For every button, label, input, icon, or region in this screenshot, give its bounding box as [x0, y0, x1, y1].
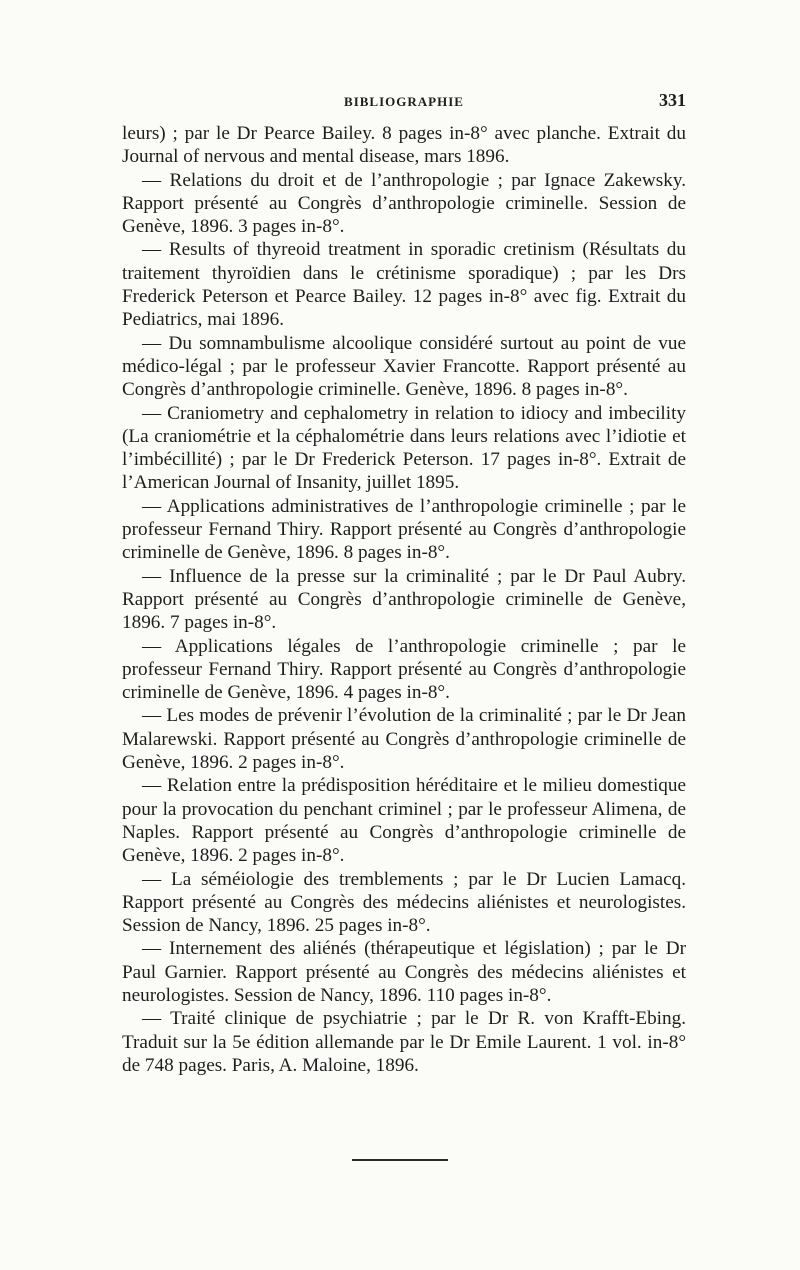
running-title: BIBLIOGRAPHIE	[344, 94, 464, 109]
bibliography-entry: — Traité clinique de psychiatrie ; par le Dr R. von Krafft-Ebing. Traduit sur la 5e édition allemande par le Dr Emile Laurent. 1 vol. in-8° de 748 pages. Paris, A. Maloine, 1896.	[122, 1008, 686, 1076]
bibliography-entry: — Applications légales de l’anthropologie criminelle ; par le professeur Fernand Thiry. Rapport présenté au Congrès d’anthropologie criminelle de Genève, 1896. 4 pages in-8°.	[122, 635, 686, 704]
bibliography-entry: — La séméiologie des tremblements ; par le Dr Lucien Lamacq. Rapport présenté au Congrès des médecins aliénistes et neurologistes. Session de Nancy, 1896. 25 pages in-8°.	[122, 868, 686, 937]
end-rule	[352, 1159, 448, 1161]
bibliography-entry: — Applications administratives de l’anthropologie criminelle ; par le professeur Fernand Thiry. Rapport présenté au Congrès d’anthropologie criminelle de Genève, 1896. 8 pages in-8°.	[122, 495, 686, 564]
bibliography-entry: — Relation entre la prédisposition héréditaire et le milieu domestique pour la provocation du penchant criminel ; par le professeur Alimena, de Naples. Rapport présenté au Congrès d’anthropologie criminelle de Genève, 1896. 2 pages in-8°.	[122, 775, 686, 867]
bibliography-list	[122, 122, 686, 1077]
bibliography-entry: — Internement des aliénés (thérapeutique et législation) ; par le Dr Paul Garnier. Rapport présenté au Congrès des médecins aliénistes et neurologistes. Session de Nancy, 1896. 110 pages in-8°.	[122, 938, 686, 1006]
bibliography-entry: — Relations du droit et de l’anthropologie ; par Ignace Zakewsky. Rapport présenté au Congrès d’anthropologie criminelle. Session de Genève, 1896. 3 pages in-8°.	[122, 169, 686, 238]
bibliography-entry: — Craniometry and cephalometry in relation to idiocy and imbecility (La craniométrie et la céphalométrie dans leurs relations avec l’idiotie et l’imbécillité) ; par le Dr Frederick Peterson. 17 pages in-8°. Extrait de l’American Journal of Insanity, juillet 1895.	[122, 402, 686, 494]
book-page	[122, 84, 686, 1077]
bibliography-entry: — Du somnambulisme alcoolique considéré surtout au point de vue médico-légal ; par le professeur Xavier Francotte. Rapport présenté au Congrès d’anthropologie criminelle. Genève, 1896. 8 pages in-8°.	[122, 332, 686, 401]
page-number: 331	[659, 90, 686, 110]
bibliography-entry: — Les modes de prévenir l’évolution de la criminalité ; par le Dr Jean Malarewski. Rapport présenté au Congrès d’anthropologie criminelle de Genève, 1896. 2 pages in-8°.	[122, 705, 686, 774]
running-head	[122, 84, 686, 116]
bibliography-entry: — Influence de la presse sur la criminalité ; par le Dr Paul Aubry. Rapport présenté au Congrès d’anthropologie criminelle de Genève, 1896. 7 pages in-8°.	[122, 565, 686, 634]
bibliography-entry: leurs) ; par le Dr Pearce Bailey. 8 pages in-8° avec planche. Extrait du Journal of nervous and mental disease, mars 1896.	[122, 123, 686, 168]
bibliography-entry: — Results of thyreoid treatment in sporadic cretinism (Résultats du traitement thyroïdien dans le crétinisme sporadique) ; par les Drs Frederick Peterson et Pearce Bailey. 12 pages in-8° avec fig. Extrait du Pediatrics, mai 1896.	[122, 239, 686, 331]
